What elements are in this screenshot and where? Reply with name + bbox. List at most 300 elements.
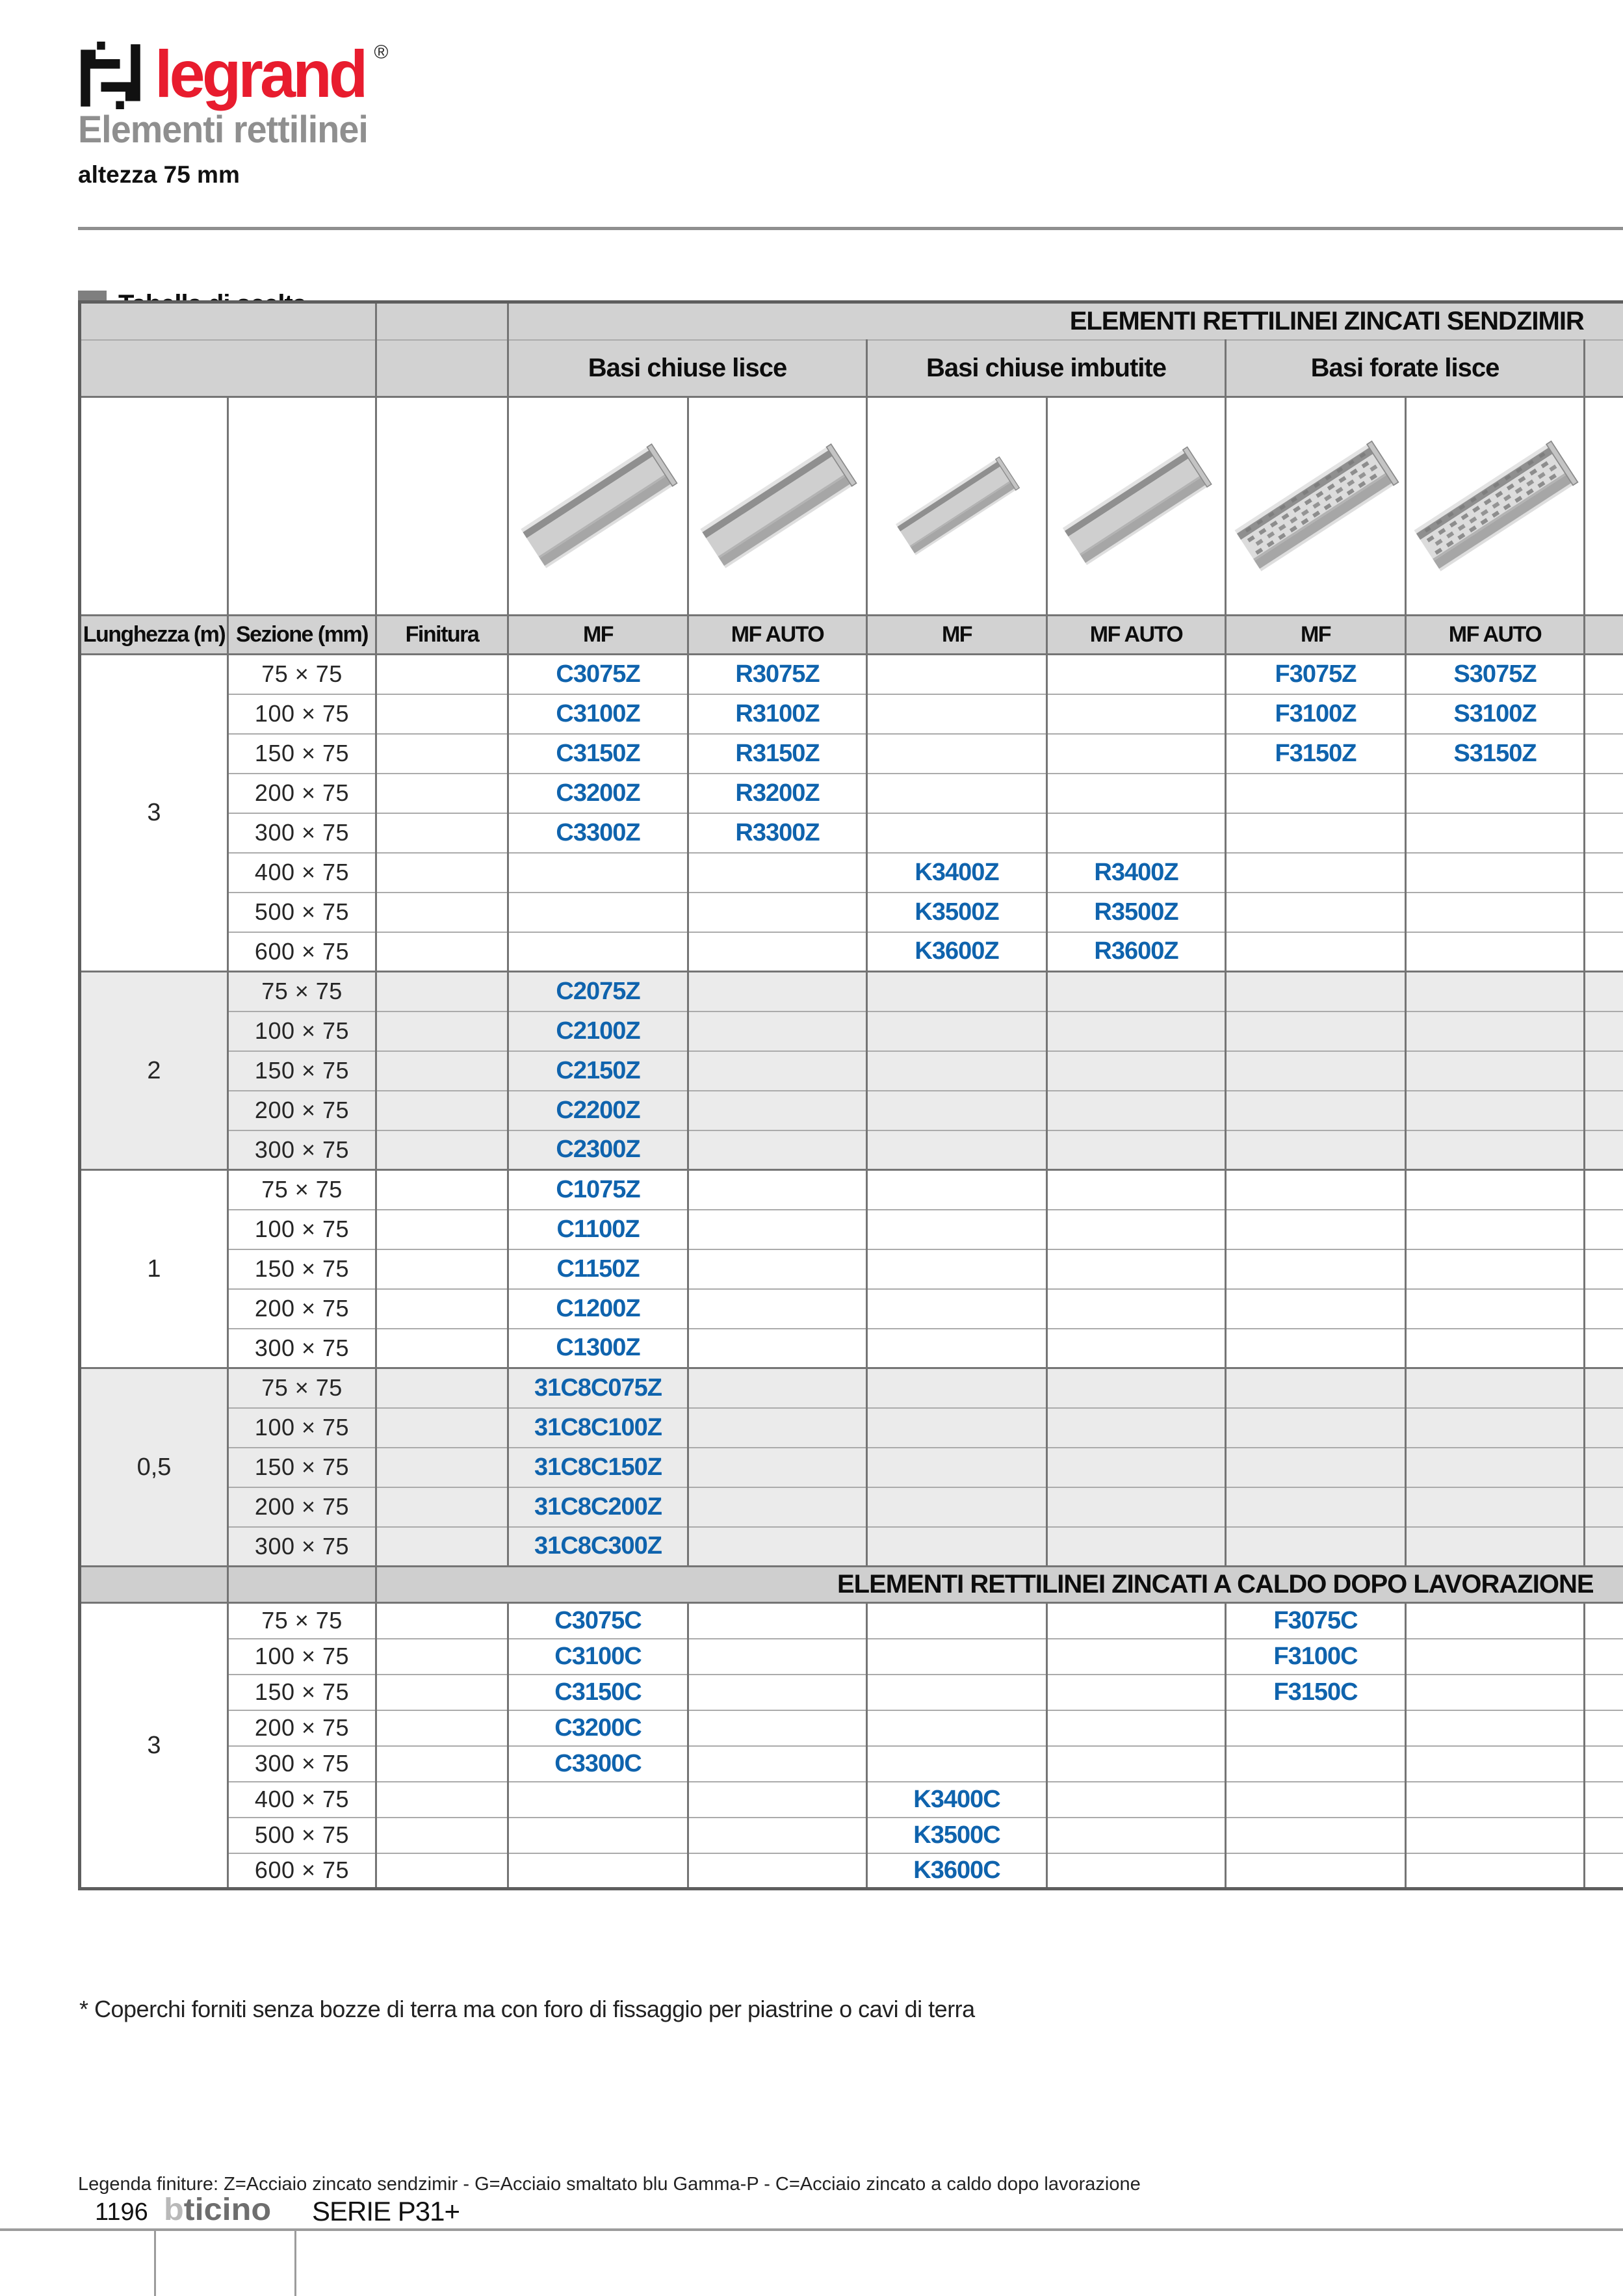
code-chiuse-lisce-mf[interactable]: C2150Z	[508, 1051, 688, 1091]
legrand-logo-icon	[77, 42, 144, 109]
code-chiuse-lisce-mf[interactable]: 31C8C150Z	[508, 1448, 688, 1487]
finitura-cell	[376, 1487, 508, 1527]
empty-code-cell	[1406, 1527, 1585, 1567]
empty-code-cell	[508, 1818, 688, 1853]
table-row	[80, 1210, 1623, 1249]
code-chiuse-lisce-mf-auto[interactable]: R3100Z	[688, 694, 867, 734]
empty-code-cell	[688, 1051, 867, 1091]
code-forate-lisce-mf-auto[interactable]: S3100Z	[1406, 694, 1585, 734]
code-chiuse-lisce-mf[interactable]: 31C8C200Z	[508, 1487, 688, 1527]
tray-image-chiuse-lisce-mf	[508, 397, 688, 616]
empty-code-cell	[867, 1746, 1047, 1782]
code-chiuse-lisce-mf[interactable]: C1200Z	[508, 1289, 688, 1329]
code-chiuse-imbutite-mf-auto[interactable]: R3400Z	[1047, 853, 1226, 893]
empty-code-cell	[1406, 1408, 1585, 1448]
sezione-cell: 200 × 75	[228, 774, 376, 813]
empty-code-cell	[867, 1170, 1047, 1210]
cable-tray-illustration	[696, 437, 859, 572]
length-cell: 1	[80, 1170, 228, 1368]
code-chiuse-lisce-mf[interactable]: C3300Z	[508, 813, 688, 853]
finish-legend: Legenda finiture: Z=Acciaio zincato sendzimir - G=Acciaio smaltato blu Gamma-P - C=Acciaio zincato a caldo dopo lavorazione	[78, 2174, 1141, 2195]
sezione-cell: 75 × 75	[228, 655, 376, 694]
empty-code-cell	[1226, 1408, 1406, 1448]
empty-code-cell	[867, 1408, 1047, 1448]
empty-code-cell	[1047, 1603, 1226, 1639]
tray-image-forate-lisce-mf-auto	[1406, 397, 1585, 616]
sezione-cell: 600 × 75	[228, 932, 376, 972]
table-row	[80, 893, 1623, 932]
sezione-cell: 400 × 75	[228, 1782, 376, 1818]
code-forate-lisce-mf-auto[interactable]: S3075Z	[1406, 655, 1585, 694]
empty-code-cell	[1226, 1368, 1406, 1408]
empty-code-cell	[1047, 1710, 1226, 1746]
table-row	[80, 774, 1623, 813]
empty-code-cell	[1406, 1130, 1585, 1170]
code-chiuse-lisce-mf[interactable]: 31C8C300Z	[508, 1527, 688, 1567]
empty-code-cell	[1047, 972, 1226, 1011]
empty-code-cell	[688, 1487, 867, 1527]
code-chiuse-lisce-mf[interactable]: C3200Z	[508, 774, 688, 813]
sezione-cell: 300 × 75	[228, 813, 376, 853]
band-spacer	[228, 1567, 376, 1603]
empty-code-cell	[1226, 1249, 1406, 1289]
code-chiuse-lisce-mf[interactable]: C1100Z	[508, 1210, 688, 1249]
empty-code-cell	[1047, 1746, 1226, 1782]
code-chiuse-lisce-mf[interactable]: C2200Z	[508, 1091, 688, 1130]
code-forate-lisce-mf[interactable]: F3150C	[1226, 1675, 1406, 1710]
edge-spacer	[1585, 1675, 1623, 1710]
code-chiuse-imbutite-mf[interactable]: K3500C	[867, 1818, 1047, 1853]
code-chiuse-lisce-mf[interactable]: C3075C	[508, 1603, 688, 1639]
table-row	[80, 1639, 1623, 1675]
empty-code-cell	[867, 972, 1047, 1011]
table-row	[80, 1710, 1623, 1746]
header-spacer	[80, 340, 376, 397]
sezione-cell: 100 × 75	[228, 1210, 376, 1249]
banner-sendzimir	[508, 302, 1623, 340]
code-forate-lisce-mf[interactable]: F3100Z	[1226, 694, 1406, 734]
finitura-cell	[376, 853, 508, 893]
empty-code-cell	[1047, 1853, 1226, 1889]
empty-code-cell	[688, 972, 867, 1011]
empty-code-cell	[1226, 1091, 1406, 1130]
empty-code-cell	[867, 1130, 1047, 1170]
edge-spacer	[1585, 774, 1623, 813]
table-row	[80, 1746, 1623, 1782]
page-title: Elementi rettilinei	[78, 109, 368, 151]
empty-code-cell	[1226, 1051, 1406, 1091]
empty-code-cell	[1047, 1408, 1226, 1448]
empty-code-cell	[688, 1130, 867, 1170]
table-row	[80, 1368, 1623, 1408]
empty-code-cell	[508, 1853, 688, 1889]
empty-code-cell	[1406, 813, 1585, 853]
empty-code-cell	[1226, 1210, 1406, 1249]
empty-code-cell	[1047, 655, 1226, 694]
empty-code-cell	[688, 1527, 867, 1567]
empty-code-cell	[1047, 1639, 1226, 1675]
table-row	[80, 655, 1623, 694]
sezione-cell: 75 × 75	[228, 1368, 376, 1408]
empty-code-cell	[688, 1091, 867, 1130]
empty-code-cell	[1226, 972, 1406, 1011]
edge-spacer	[1585, 1710, 1623, 1746]
finitura-cell	[376, 1710, 508, 1746]
header-spacer	[1585, 340, 1623, 397]
finitura-cell	[376, 1011, 508, 1051]
code-chiuse-lisce-mf[interactable]: 31C8C075Z	[508, 1368, 688, 1408]
finitura-cell	[376, 774, 508, 813]
code-chiuse-lisce-mf[interactable]: 31C8C100Z	[508, 1408, 688, 1448]
code-chiuse-lisce-mf-auto[interactable]: R3150Z	[688, 734, 867, 774]
empty-code-cell	[1047, 1368, 1226, 1408]
empty-code-cell	[688, 932, 867, 972]
code-chiuse-lisce-mf[interactable]: C3150Z	[508, 734, 688, 774]
edge-spacer	[1585, 1639, 1623, 1675]
table-row	[80, 853, 1623, 893]
header-spacer	[376, 302, 508, 340]
finitura-cell	[376, 1051, 508, 1091]
finitura-cell	[376, 1603, 508, 1639]
empty-code-cell	[1047, 1249, 1226, 1289]
table-row	[80, 1853, 1623, 1889]
finitura-cell	[376, 1675, 508, 1710]
empty-code-cell	[867, 1710, 1047, 1746]
empty-code-cell	[1047, 1091, 1226, 1130]
table-row	[80, 1818, 1623, 1853]
code-chiuse-lisce-mf[interactable]: C3150C	[508, 1675, 688, 1710]
code-chiuse-lisce-mf-auto[interactable]: R3300Z	[688, 813, 867, 853]
sezione-cell: 300 × 75	[228, 1130, 376, 1170]
column-header-mf-auto-1: MF AUTO	[688, 616, 867, 655]
empty-code-cell	[1406, 1675, 1585, 1710]
footer-divider	[0, 2228, 1623, 2231]
code-chiuse-lisce-mf[interactable]: C3100C	[508, 1639, 688, 1675]
finitura-cell	[376, 1782, 508, 1818]
finitura-cell	[376, 1818, 508, 1853]
empty-code-cell	[688, 1818, 867, 1853]
code-forate-lisce-mf[interactable]: F3150Z	[1226, 734, 1406, 774]
tray-image-forate-lisce-mf	[1226, 397, 1406, 616]
empty-code-cell	[1047, 1818, 1226, 1853]
finitura-cell	[376, 1746, 508, 1782]
empty-code-cell	[1226, 932, 1406, 972]
band-spacer	[80, 1567, 228, 1603]
finitura-cell	[376, 1130, 508, 1170]
empty-code-cell	[867, 1011, 1047, 1051]
sezione-cell: 100 × 75	[228, 1408, 376, 1448]
sezione-cell: 300 × 75	[228, 1746, 376, 1782]
empty-code-cell	[867, 1091, 1047, 1130]
empty-code-cell	[867, 1368, 1047, 1408]
registered-mark: ®	[374, 42, 389, 63]
code-forate-lisce-mf[interactable]: F3075Z	[1226, 655, 1406, 694]
empty-code-cell	[1226, 1329, 1406, 1368]
sezione-cell: 400 × 75	[228, 853, 376, 893]
table-row	[80, 1782, 1623, 1818]
empty-code-cell	[867, 734, 1047, 774]
table-row	[80, 694, 1623, 734]
page-subtitle: altezza 75 mm	[78, 161, 240, 188]
empty-code-cell	[867, 1603, 1047, 1639]
code-chiuse-lisce-mf[interactable]: C2300Z	[508, 1130, 688, 1170]
empty-code-cell	[1047, 1329, 1226, 1368]
footnote: * Coperchi forniti senza bozze di terra ma con foro di fissaggio per piastrine o cavi di terra	[79, 1996, 975, 2022]
code-chiuse-lisce-mf[interactable]: C1075Z	[508, 1170, 688, 1210]
code-chiuse-imbutite-mf[interactable]: K3600Z	[867, 932, 1047, 972]
empty-code-cell	[1406, 972, 1585, 1011]
empty-code-cell	[1406, 1487, 1585, 1527]
empty-code-cell	[1047, 1289, 1226, 1329]
code-chiuse-lisce-mf[interactable]: C2100Z	[508, 1011, 688, 1051]
empty-code-cell	[1406, 1051, 1585, 1091]
selection-table	[78, 300, 1623, 1890]
code-chiuse-lisce-mf-auto[interactable]: R3075Z	[688, 655, 867, 694]
empty-code-cell	[867, 1448, 1047, 1487]
empty-code-cell	[1406, 1746, 1585, 1782]
sezione-cell: 150 × 75	[228, 734, 376, 774]
group-header-basi-chiuse-lisce: Basi chiuse lisce	[508, 340, 867, 397]
empty-code-cell	[1406, 932, 1585, 972]
empty-code-cell	[1047, 1527, 1226, 1567]
sezione-cell: 500 × 75	[228, 1818, 376, 1853]
code-chiuse-imbutite-mf[interactable]: K3400Z	[867, 853, 1047, 893]
empty-code-cell	[1047, 1487, 1226, 1527]
length-cell: 2	[80, 972, 228, 1170]
empty-code-cell	[867, 1527, 1047, 1567]
length-cell: 3	[80, 1603, 228, 1889]
edge-spacer	[1585, 1210, 1623, 1249]
table-row	[80, 1329, 1623, 1368]
finitura-cell	[376, 655, 508, 694]
column-header-mf-2: MF	[867, 616, 1047, 655]
sezione-cell: 200 × 75	[228, 1091, 376, 1130]
code-forate-lisce-mf[interactable]: F3100C	[1226, 1639, 1406, 1675]
edge-spacer	[1585, 734, 1623, 774]
edge-spacer	[1585, 893, 1623, 932]
empty-code-cell	[508, 1782, 688, 1818]
sezione-cell: 500 × 75	[228, 893, 376, 932]
finitura-cell	[376, 1249, 508, 1289]
empty-code-cell	[688, 1746, 867, 1782]
empty-code-cell	[867, 1675, 1047, 1710]
empty-code-cell	[688, 1368, 867, 1408]
edge-spacer	[1585, 972, 1623, 1011]
selection-table-body	[80, 655, 1623, 1889]
table-row	[80, 1603, 1623, 1639]
sezione-cell: 200 × 75	[228, 1487, 376, 1527]
empty-code-cell	[867, 1210, 1047, 1249]
code-chiuse-imbutite-mf-auto[interactable]: R3600Z	[1047, 932, 1226, 972]
empty-code-cell	[688, 1289, 867, 1329]
sezione-cell: 300 × 75	[228, 1527, 376, 1567]
header-spacer	[80, 302, 376, 340]
edge-spacer	[1585, 1329, 1623, 1368]
tray-image-chiuse-lisce-mf-auto	[688, 397, 867, 616]
empty-code-cell	[508, 932, 688, 972]
empty-code-cell	[1226, 1289, 1406, 1329]
empty-code-cell	[1047, 734, 1226, 774]
cable-tray-illustration	[1410, 434, 1580, 575]
sezione-cell: 150 × 75	[228, 1448, 376, 1487]
empty-code-cell	[688, 1170, 867, 1210]
finitura-cell	[376, 694, 508, 734]
finitura-cell	[376, 1170, 508, 1210]
table-row	[80, 1011, 1623, 1051]
cable-tray-illustration	[517, 437, 679, 572]
table-row	[80, 972, 1623, 1011]
empty-code-cell	[688, 1408, 867, 1448]
edge-spacer	[1585, 1368, 1623, 1408]
code-chiuse-imbutite-mf[interactable]: K3500Z	[867, 893, 1047, 932]
empty-code-cell	[1047, 1210, 1226, 1249]
empty-code-cell	[508, 893, 688, 932]
code-chiuse-lisce-mf[interactable]: C1150Z	[508, 1249, 688, 1289]
column-header-spacer	[1585, 616, 1623, 655]
empty-code-cell	[1047, 1051, 1226, 1091]
edge-spacer	[1585, 932, 1623, 972]
empty-code-cell	[1226, 1853, 1406, 1889]
empty-code-cell	[688, 1675, 867, 1710]
empty-code-cell	[1406, 1710, 1585, 1746]
table-row	[80, 1170, 1623, 1210]
empty-code-cell	[1406, 1329, 1585, 1368]
empty-code-cell	[688, 1448, 867, 1487]
empty-code-cell	[688, 1603, 867, 1639]
table-row	[80, 1527, 1623, 1567]
edge-spacer	[1585, 1249, 1623, 1289]
code-chiuse-lisce-mf[interactable]: C1300Z	[508, 1329, 688, 1368]
legrand-logo-text: legrand	[155, 37, 365, 111]
edge-spacer	[1585, 1487, 1623, 1527]
empty-code-cell	[1047, 1675, 1226, 1710]
bticino-logo: bticino	[164, 2193, 272, 2227]
code-chiuse-lisce-mf[interactable]: C3300C	[508, 1746, 688, 1782]
code-chiuse-imbutite-mf[interactable]: K3400C	[867, 1782, 1047, 1818]
finitura-cell	[376, 1210, 508, 1249]
edge-spacer	[1585, 1170, 1623, 1210]
table-row	[80, 1091, 1623, 1130]
empty-code-cell	[1047, 774, 1226, 813]
table-row	[80, 1408, 1623, 1448]
finitura-cell	[376, 1448, 508, 1487]
code-chiuse-imbutite-mf-auto[interactable]: R3500Z	[1047, 893, 1226, 932]
edge-spacer	[1585, 1746, 1623, 1782]
empty-code-cell	[1047, 1448, 1226, 1487]
header-divider	[78, 227, 1623, 230]
empty-code-cell	[688, 1011, 867, 1051]
sezione-cell: 200 × 75	[228, 1289, 376, 1329]
column-header-mf-1: MF	[508, 616, 688, 655]
edge-spacer	[1585, 1051, 1623, 1091]
empty-code-cell	[867, 1639, 1047, 1675]
edge-spacer	[1585, 853, 1623, 893]
empty-code-cell	[688, 1710, 867, 1746]
edge-spacer	[1585, 1448, 1623, 1487]
length-cell: 3	[80, 655, 228, 972]
table-row	[80, 813, 1623, 853]
empty-code-cell	[1226, 1818, 1406, 1853]
edge-spacer	[1585, 1011, 1623, 1051]
empty-code-cell	[1226, 1130, 1406, 1170]
empty-code-cell	[688, 853, 867, 893]
empty-code-cell	[688, 1329, 867, 1368]
edge-spacer	[1585, 813, 1623, 853]
sezione-cell: 75 × 75	[228, 1170, 376, 1210]
sezione-cell: 100 × 75	[228, 1639, 376, 1675]
finitura-cell	[376, 972, 508, 1011]
empty-code-cell	[1406, 1448, 1585, 1487]
edge-spacer	[1585, 1603, 1623, 1639]
header-spacer	[376, 340, 508, 397]
finitura-cell	[376, 1091, 508, 1130]
column-header-finitura: Finitura	[376, 616, 508, 655]
edge-spacer	[1585, 1818, 1623, 1853]
column-header-lunghezza: Lunghezza (m)	[80, 616, 228, 655]
tray-image-chiuse-imbutite-mf	[867, 397, 1047, 616]
finitura-cell	[376, 813, 508, 853]
code-chiuse-lisce-mf[interactable]: C2075Z	[508, 972, 688, 1011]
empty-code-cell	[1047, 1130, 1226, 1170]
empty-code-cell	[1226, 813, 1406, 853]
empty-code-cell	[1406, 1210, 1585, 1249]
finitura-cell	[376, 1853, 508, 1889]
group-header-basi-forate-lisce: Basi forate lisce	[1226, 340, 1585, 397]
table-row	[80, 1448, 1623, 1487]
sezione-cell: 300 × 75	[228, 1329, 376, 1368]
empty-code-cell	[1406, 1249, 1585, 1289]
code-chiuse-lisce-mf-auto[interactable]: R3200Z	[688, 774, 867, 813]
edge-spacer	[1585, 1091, 1623, 1130]
code-chiuse-lisce-mf[interactable]: C3200C	[508, 1710, 688, 1746]
empty-code-cell	[688, 893, 867, 932]
edge-spacer	[1585, 1408, 1623, 1448]
empty-code-cell	[1226, 1782, 1406, 1818]
cable-tray-illustration	[1059, 440, 1214, 569]
code-chiuse-lisce-mf[interactable]: C3100Z	[508, 694, 688, 734]
edge-spacer	[1585, 655, 1623, 694]
sezione-cell: 150 × 75	[228, 1051, 376, 1091]
empty-code-cell	[1047, 694, 1226, 734]
empty-code-cell	[688, 1853, 867, 1889]
empty-code-cell	[1226, 1487, 1406, 1527]
empty-code-cell	[1226, 1011, 1406, 1051]
empty-code-cell	[688, 1249, 867, 1289]
sezione-cell: 75 × 75	[228, 972, 376, 1011]
length-cell: 0,5	[80, 1368, 228, 1567]
tray-image-chiuse-imbutite-mf-auto	[1047, 397, 1226, 616]
code-chiuse-lisce-mf[interactable]: C3075Z	[508, 655, 688, 694]
code-chiuse-imbutite-mf[interactable]: K3600C	[867, 1853, 1047, 1889]
finitura-cell	[376, 1527, 508, 1567]
edge-spacer	[1585, 1853, 1623, 1889]
finitura-cell	[376, 1368, 508, 1408]
banner-sendzimir-text: ELEMENTI RETTILINEI ZINCATI SENDZIMIR	[1069, 306, 1584, 335]
code-forate-lisce-mf[interactable]: F3075C	[1226, 1603, 1406, 1639]
empty-code-cell	[1406, 1818, 1585, 1853]
empty-code-cell	[867, 1249, 1047, 1289]
empty-code-cell	[867, 694, 1047, 734]
sezione-cell: 75 × 75	[228, 1603, 376, 1639]
sezione-cell: 150 × 75	[228, 1675, 376, 1710]
code-forate-lisce-mf-auto[interactable]: S3150Z	[1406, 734, 1585, 774]
finitura-cell	[376, 932, 508, 972]
column-header-mf-auto-2: MF AUTO	[1047, 616, 1226, 655]
empty-code-cell	[867, 813, 1047, 853]
table-row	[80, 734, 1623, 774]
empty-code-cell	[688, 1782, 867, 1818]
empty-code-cell	[1226, 893, 1406, 932]
